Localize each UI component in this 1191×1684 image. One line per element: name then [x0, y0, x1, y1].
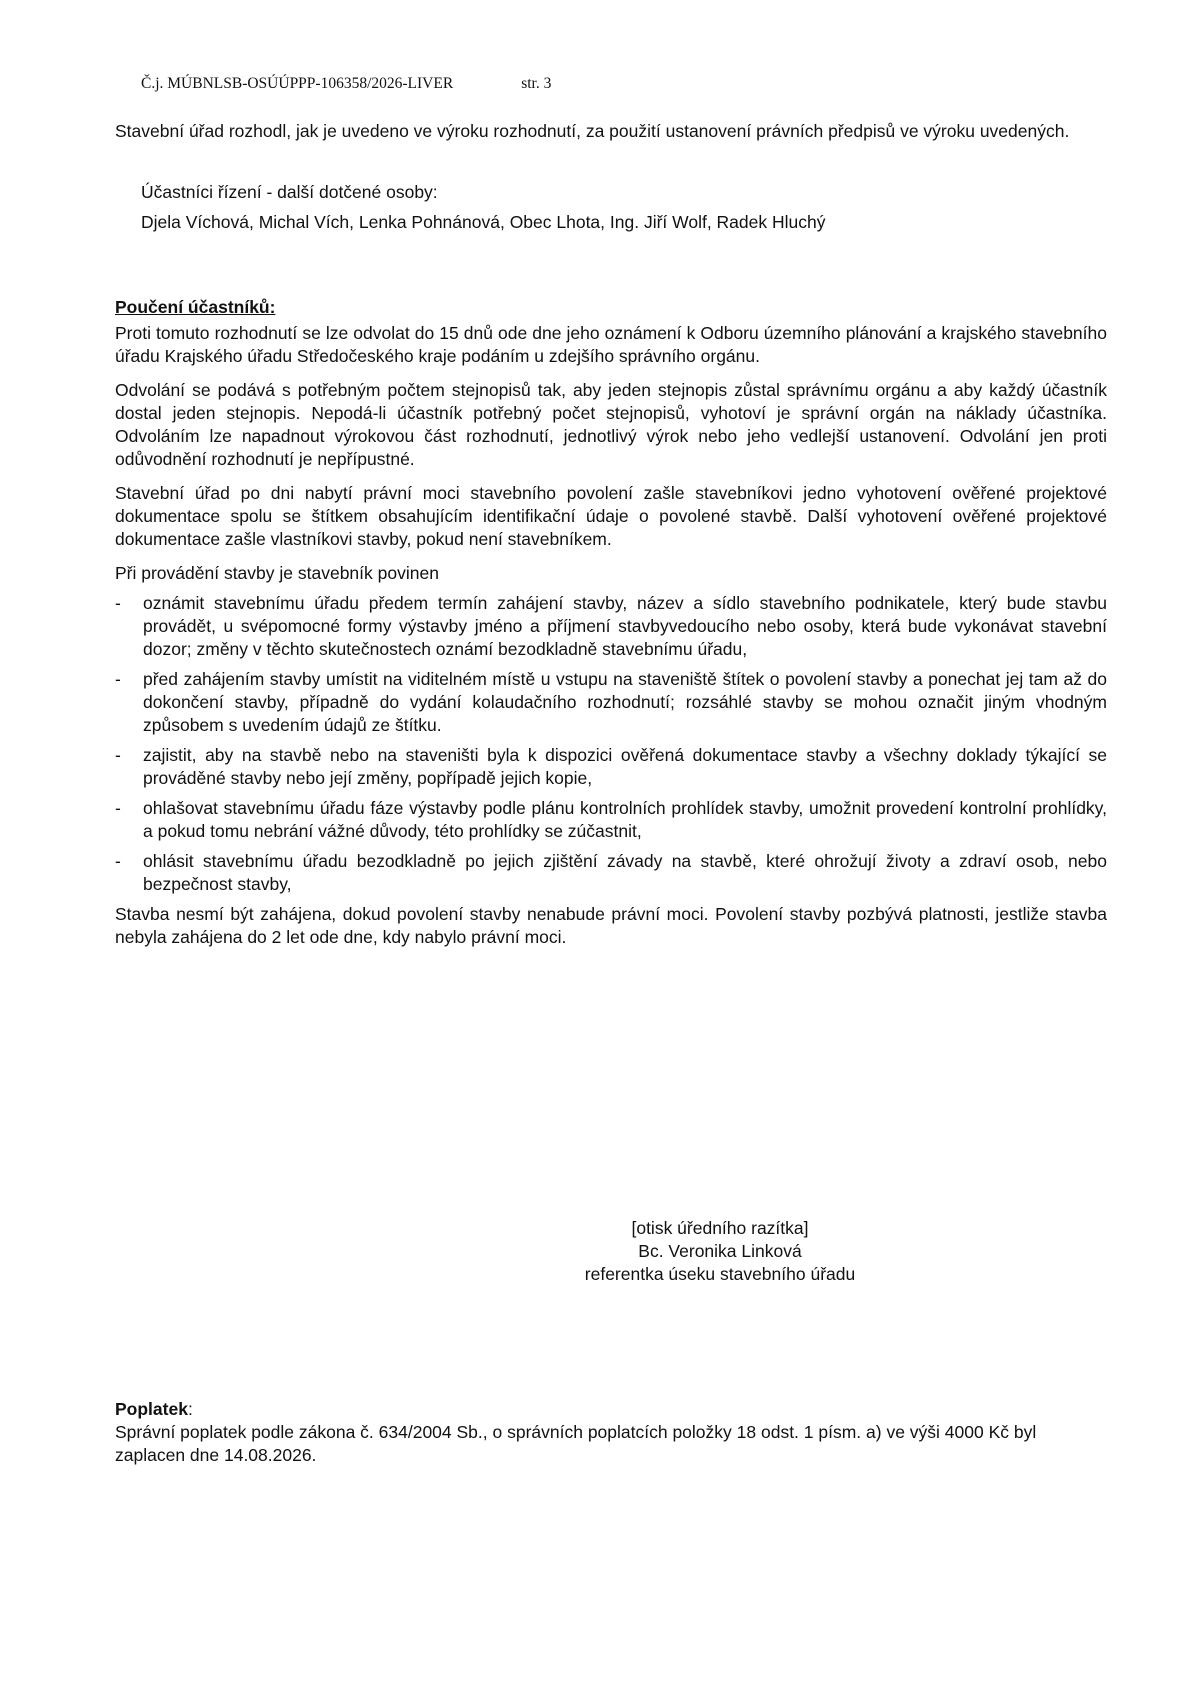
duty-text: oznámit stavebnímu úřadu předem termín zahájení stavby, název a sídlo stavebního podnikatele, který bude stavbu provádět, u svépomocné formy výstavby jméno a příjmení stavbyvedoucího nebo osoby, která bude vykonávat stavební dozor; změny v těchto skutečnostech oznámí bezodkladně stavebnímu úřadu,: [143, 593, 1107, 659]
duties-intro: Při provádění stavby je stavebník povinen: [115, 563, 439, 583]
instruction-heading: Poučení účastníků:: [115, 297, 276, 317]
fee-colon: :: [187, 1399, 193, 1419]
reference-number: Č.j. MÚBNLSB-OSÚÚPPP-106358/2026-LIVER: [141, 75, 454, 92]
fee-heading: [115, 1398, 1107, 1421]
intro-section: [115, 120, 1107, 143]
fee-text: Správní poplatek podle zákona č. 634/2004 Sb., o správních poplatcích položky 18 odst. 1 písm. a) ve výši 4000 Kč byl zaplacen dne 14.08.2026.: [115, 1422, 1037, 1465]
dash-marker: -: [115, 745, 121, 765]
instruction-paragraph-3: Stavební úřad po dni nabytí právní moci stavebního povolení zašle stavebníkovi jedno vyhotovení ověřené projektové dokumentace spolu se štítkem obsahujícím identifikační údaje o povolené stavbě. Další vyhotovení ověřené projektové dokumentace zašle vlastníkovi stavby, pokud není stavebníkem.: [115, 483, 1107, 549]
dash-marker: -: [115, 851, 121, 871]
signatory-role: referentka úseku stavebního úřadu: [584, 1264, 856, 1284]
dash-marker: -: [115, 798, 121, 818]
list-item: [115, 850, 1107, 896]
stamp-placeholder: [otisk úředního razítka]: [631, 1218, 809, 1238]
duty-text: ohlašovat stavebnímu úřadu fáze výstavby podle plánu kontrolních prohlídek stavby, umožnit provedení kontrolní prohlídky, a pokud tomu nebrání vážné důvody, této prohlídky se zúčastnit,: [143, 798, 1107, 841]
list-item: [115, 668, 1107, 737]
duty-text: zajistit, aby na stavbě nebo na staveništi byla k dispozici ověřená dokumentace stavby a všechny doklady týkající se prováděné stavby nebo její změny, popřípadě jejich kopie,: [143, 745, 1107, 788]
page-header: [141, 72, 551, 95]
dash-marker: -: [115, 593, 121, 613]
list-item: [115, 744, 1107, 790]
duty-text: před zahájením stavby umístit na viditelném místě u vstupu na staveniště štítek o povolení stavby a ponechat jej tam až do dokončení stavby, případně do vydání kolaudačního rozhodnutí; rozsáhlé stavby se mohou označit jiným vhodným způsobem s uvedením údajů ze štítku.: [143, 669, 1107, 735]
signature-block: [520, 1217, 920, 1286]
list-item: [115, 797, 1107, 843]
instruction-section: [115, 296, 1107, 949]
dash-marker: -: [115, 669, 121, 689]
participants-names: Djela Víchová, Michal Vích, Lenka Pohnánová, Obec Lhota, Ing. Jiří Wolf, Radek Hluchý: [141, 212, 826, 232]
duties-list: [115, 592, 1107, 896]
fee-label: Poplatek: [115, 1399, 188, 1419]
instruction-paragraph-1: Proti tomuto rozhodnutí se lze odvolat do 15 dnů ode dne jeho oznámení k Odboru územního plánování a krajského stavebního úřadu Krajského úřadu Středočeského kraje podáním u zdejšího správního orgánu.: [115, 323, 1107, 366]
signatory-name: Bc. Veronika Linková: [638, 1241, 802, 1261]
participants-label: Účastníci řízení - další dotčené osoby:: [141, 182, 438, 202]
instruction-paragraph-2: Odvolání se podává s potřebným počtem stejnopisů tak, aby jeden stejnopis zůstal správnímu orgánu a aby každý účastník dostal jeden stejnopis. Nepodá-li účastník potřebný počet stejnopisů, vyhotoví je správní orgán na náklady účastníka. Odvoláním lze napadnout výrokovou část rozhodnutí, jednotlivý výrok nebo jeho vedlejší ustanovení. Odvolání jen proti odůvodnění rozhodnutí je nepřípustné.: [115, 380, 1107, 469]
page-number: str. 3: [521, 75, 552, 92]
closing-paragraph: Stavba nesmí být zahájena, dokud povolení stavby nenabude právní moci. Povolení stavby pozbývá platnosti, jestliže stavba nebyla zahájena do 2 let ode dne, kdy nabylo právní moci.: [115, 904, 1107, 947]
fee-section: [115, 1398, 1107, 1467]
list-item: [115, 592, 1107, 661]
duty-text: ohlásit stavebnímu úřadu bezodkladně po jejich zjištění závady na stavbě, které ohrožují životy a zdraví osob, nebo bezpečnost stavby,: [143, 851, 1107, 894]
intro-text: Stavební úřad rozhodl, jak je uvedeno ve výroku rozhodnutí, za použití ustanovení právních předpisů ve výroku uvedených.: [115, 121, 1070, 141]
